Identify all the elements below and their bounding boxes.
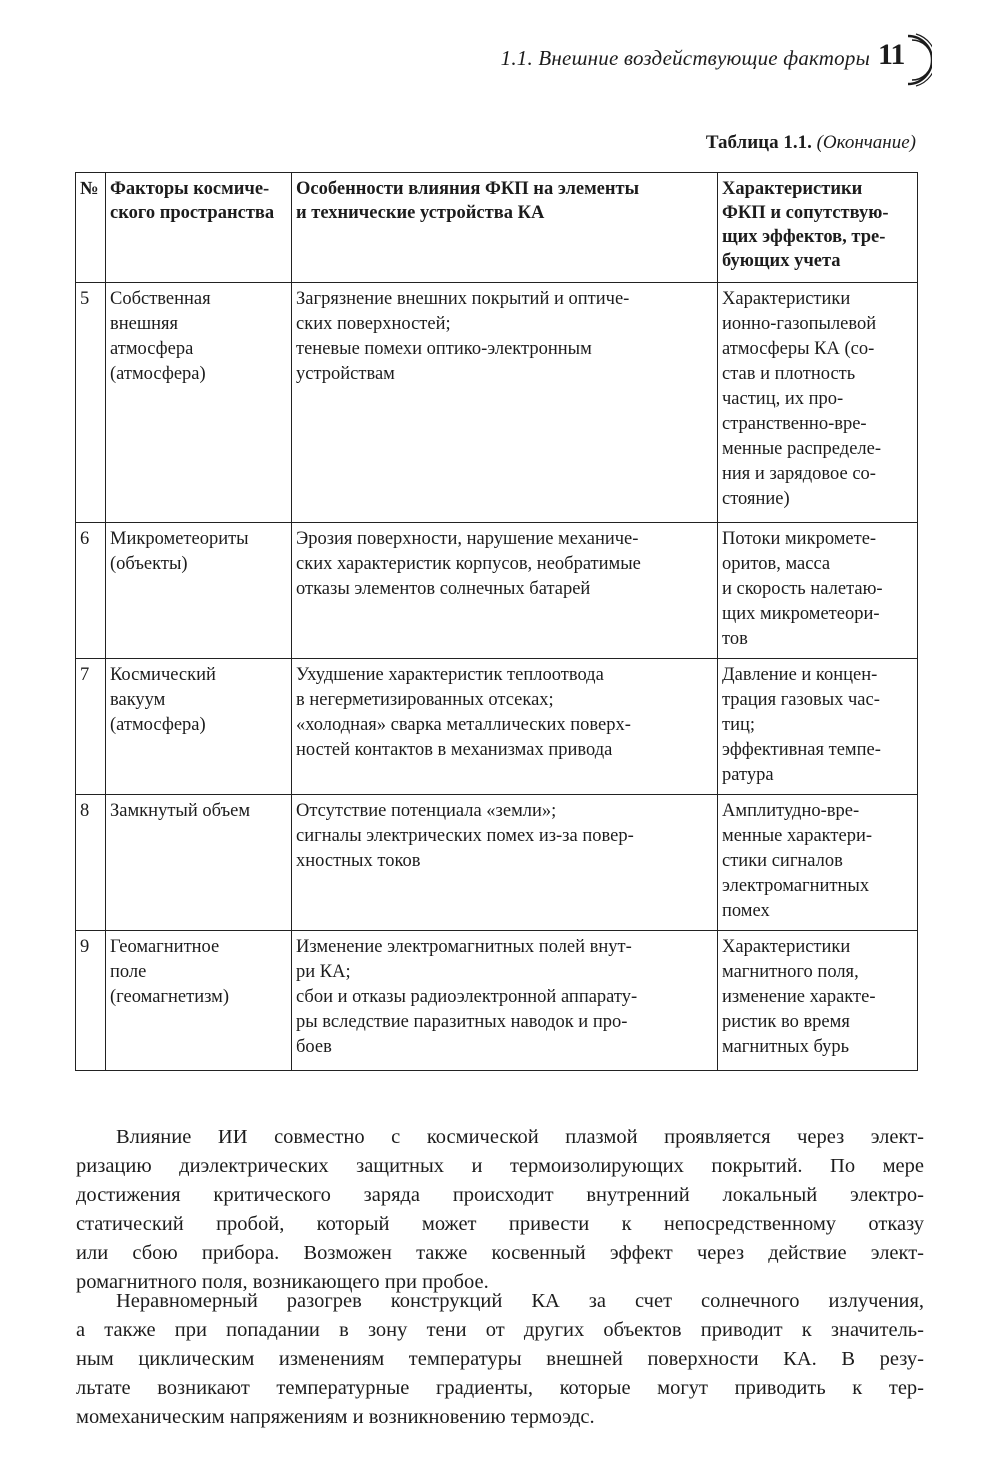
row-influence-line: Отсутствие потенциала «земли»; [296, 801, 557, 821]
paragraph-line: ризацию диэлектрических защитных и термоизолирующих покрытий. По мере [76, 1155, 924, 1177]
row-num: 9 [76, 931, 106, 1071]
space-factors-table [75, 172, 918, 1071]
row-characteristics-line: менные распределе- [722, 439, 882, 459]
row-influence-line: ры вследствие паразитных наводок и про- [296, 1012, 628, 1032]
row-num: 7 [76, 659, 106, 795]
header-characteristics-line: бующих учета [722, 251, 841, 271]
row-factor [106, 523, 292, 659]
row-characteristics-line: тов [722, 629, 748, 649]
row-influence-line: Загрязнение внешних покрытий и оптиче- [296, 289, 630, 309]
row-influence [292, 931, 718, 1071]
row-characteristics-line: атмосферы КА (со- [722, 339, 875, 359]
row-characteristics-line: стики сигналов [722, 851, 843, 871]
header-influence [292, 173, 718, 283]
header-characteristics [718, 173, 918, 283]
row-characteristics-line: ристик во время [722, 1012, 850, 1032]
row-factor-line: Космический [110, 665, 216, 685]
row-characteristics-line: изменение характе- [722, 987, 876, 1007]
header-characteristics-line: ФКП и сопутствую- [722, 203, 889, 223]
table-row [76, 931, 918, 1071]
row-factor-line: Собственная [110, 289, 211, 309]
header-factor [106, 173, 292, 283]
header-characteristics-line: щих эффектов, тре- [722, 227, 886, 247]
row-characteristics-line: Давление и концен- [722, 665, 878, 685]
row-influence-line: Ухудшение характеристик теплоотвода [296, 665, 604, 685]
row-characteristics-line: тиц; [722, 715, 756, 735]
row-influence-line: в негерметизированных отсеках; [296, 690, 554, 710]
row-characteristics-line: магнитного поля, [722, 962, 859, 982]
row-characteristics-line: менные характери- [722, 826, 873, 846]
row-factor-line: Геомагнитное [110, 937, 220, 957]
row-influence-line: боев [296, 1037, 332, 1057]
paragraph-line: льтате возникают температурные градиенты, которые могут приводить к тер- [76, 1377, 924, 1399]
paragraph-line: или сбою прибора. Возможен также косвенный эффект через действие элект- [76, 1242, 924, 1264]
paragraph-line: момеханическим напряжениям и возникновению термоэдс. [76, 1406, 595, 1428]
header-factor-line: Факторы космиче- [110, 179, 270, 199]
row-characteristics-line: стояние) [722, 489, 790, 509]
table-row [76, 283, 918, 523]
row-characteristics-line: ния и зарядовое со- [722, 464, 876, 484]
row-characteristics-line: и скорость налетаю- [722, 579, 883, 599]
paragraph-line: Неравномерный разогрев конструкций КА за счет солнечного излучения, [116, 1290, 924, 1312]
row-characteristics-line: магнитных бурь [722, 1037, 850, 1057]
paragraph-line: достижения критического заряда происходит внутренний локальный электро- [76, 1184, 924, 1206]
paragraph-line: ромагнитного поля, возникающего при пробое. [76, 1271, 489, 1293]
row-characteristics-line: помех [722, 901, 770, 921]
row-characteristics-line: частиц, их про- [722, 389, 844, 409]
row-factor-line: (объекты) [110, 554, 188, 574]
row-influence-line: Эрозия поверхности, нарушение механиче- [296, 529, 639, 549]
row-num: 5 [76, 283, 106, 523]
row-characteristics [718, 931, 918, 1071]
table-row [76, 795, 918, 931]
row-influence [292, 523, 718, 659]
table-caption-note: (Окончание) [816, 132, 916, 153]
row-characteristics-line: Амплитудно-вре- [722, 801, 860, 821]
header-characteristics-line: Характеристики [722, 179, 863, 199]
row-num: 6 [76, 523, 106, 659]
row-characteristics-line: ионно-газопылевой [722, 314, 877, 334]
page-number-emblem [872, 30, 932, 90]
table-header-row [76, 173, 918, 283]
row-factor-line: поле [110, 962, 147, 982]
row-characteristics [718, 659, 918, 795]
row-factor [106, 795, 292, 931]
row-influence [292, 283, 718, 523]
header-influence-line: Особенности влияния ФКП на элементы [296, 179, 640, 199]
paragraph-line: Влияние ИИ совместно с космической плазмой проявляется через элект- [116, 1126, 924, 1148]
row-influence-line: ри КА; [296, 962, 351, 982]
paragraph-line: ным циклическим изменениям температуры внешней поверхности КА. В резу- [76, 1348, 924, 1370]
row-characteristics [718, 523, 918, 659]
row-characteristics-line: Потоки микромете- [722, 529, 877, 549]
row-characteristics-line: Характеристики [722, 289, 851, 309]
row-characteristics-line: ратура [722, 765, 774, 785]
header-influence-line: и технические устройства КА [296, 203, 545, 223]
row-influence-line: ских характеристик корпусов, необратимые [296, 554, 641, 574]
row-factor-line: Микрометеориты [110, 529, 249, 549]
row-influence-line: ностей контактов в механизмах привода [296, 740, 613, 760]
row-characteristics-line: став и плотность [722, 364, 856, 384]
table-row [76, 523, 918, 659]
row-influence-line: Изменение электромагнитных полей внут- [296, 937, 632, 957]
row-characteristics-line: оритов, масса [722, 554, 831, 574]
row-influence-line: ских поверхностей; [296, 314, 451, 334]
row-factor-line: внешняя [110, 314, 179, 334]
row-num: 8 [76, 795, 106, 931]
row-characteristics-line: странственно-вре- [722, 414, 867, 434]
header-factor-line: ского пространства [110, 203, 275, 223]
row-characteristics-line: щих микрометеори- [722, 604, 880, 624]
body-paragraph [76, 1123, 924, 1297]
row-factor-line: (атмосфера) [110, 715, 206, 735]
row-factor [106, 659, 292, 795]
row-influence-line: хностных токов [296, 851, 421, 871]
table-row [76, 659, 918, 795]
table-caption [706, 132, 916, 154]
row-factor-line: (геомагнетизм) [110, 987, 230, 1007]
row-influence-line: устройствам [296, 364, 395, 384]
row-factor [106, 931, 292, 1071]
row-characteristics-line: эффективная темпе- [722, 740, 881, 760]
row-influence-line: теневые помехи оптико-электронным [296, 339, 592, 359]
row-characteristics-line: электромагнитных [722, 876, 870, 896]
row-characteristics-line: Характеристики [722, 937, 851, 957]
row-influence-line: сигналы электрических помех из-за повер- [296, 826, 634, 846]
row-factor-line: Замкнутый объем [110, 801, 251, 821]
paragraph-line: статический пробой, который может привести к непосредственному отказу [76, 1213, 924, 1235]
row-factor [106, 283, 292, 523]
page-number: 11 [878, 38, 905, 71]
row-factor-line: атмосфера [110, 339, 194, 359]
paragraph-line: а также при попадании в зону тени от других объектов приводит к значитель- [76, 1319, 924, 1341]
row-influence [292, 659, 718, 795]
running-header: 1.1. Внешние воздействующие факторы [500, 46, 870, 70]
body-paragraph [76, 1287, 924, 1432]
row-factor-line: вакуум [110, 690, 166, 710]
row-influence-line: «холодная» сварка металлических поверх- [296, 715, 631, 735]
row-influence-line: отказы элементов солнечных батарей [296, 579, 591, 599]
row-factor-line: (атмосфера) [110, 364, 206, 384]
table-caption-label: Таблица 1.1. [705, 132, 812, 153]
row-characteristics [718, 283, 918, 523]
row-influence-line: сбои и отказы радиоэлектронной аппарату- [296, 987, 638, 1007]
header-num: № [76, 173, 106, 283]
row-characteristics [718, 795, 918, 931]
row-influence [292, 795, 718, 931]
row-characteristics-line: трация газовых час- [722, 690, 880, 710]
